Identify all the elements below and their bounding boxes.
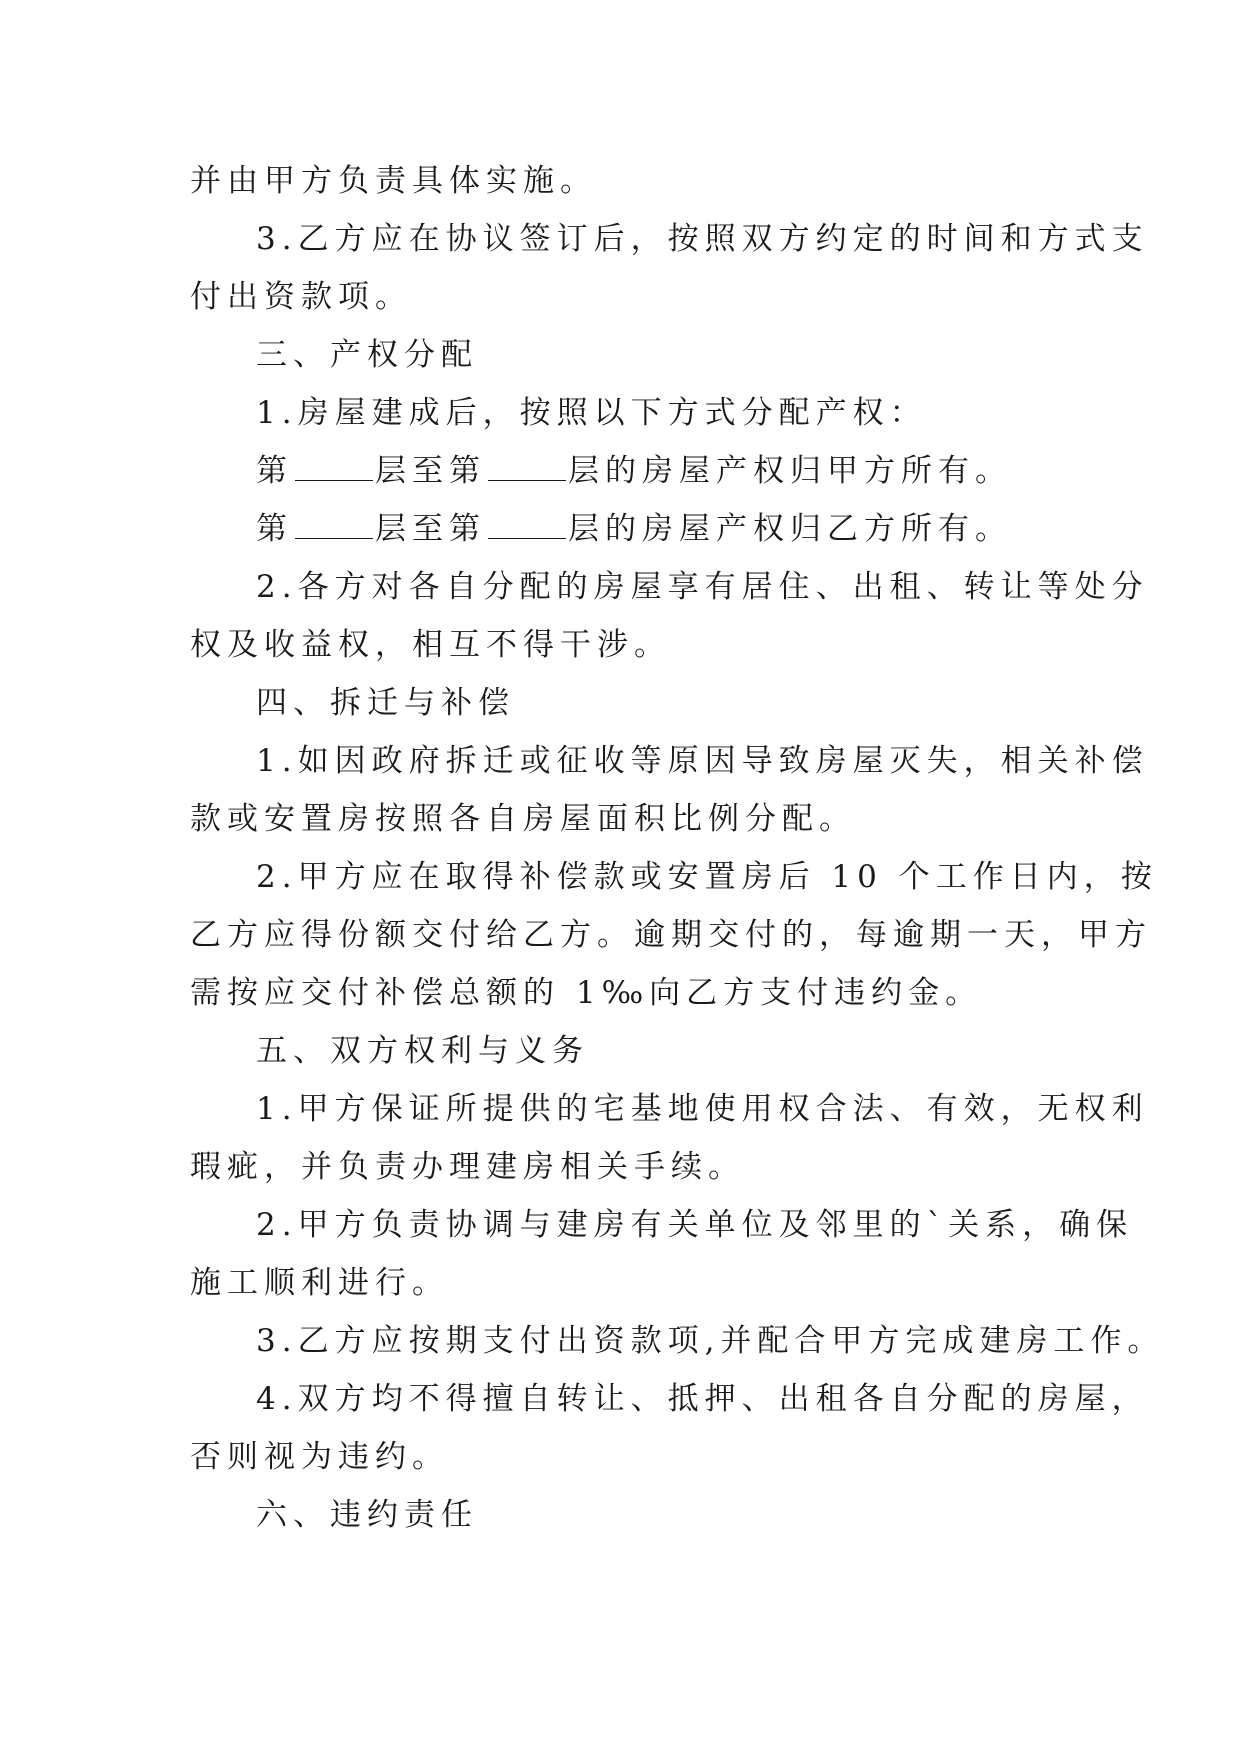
paragraph-line: 款或安置房按照各自房屋面积比例分配。 [190,801,856,837]
paragraph-line: 4.双方均不得擅自转让、抵押、出租各自分配的房屋， [256,1381,1149,1417]
blank-field[interactable] [488,510,566,539]
section-heading: 三、产权分配 [256,337,478,373]
paragraph-line: 1.房屋建成后，按照以下方式分配产权： [256,395,927,431]
fill-text: 层的房屋产权归甲方所有。 [568,453,1012,489]
paragraph-line: 2.各方对各自分配的房屋享有居住、出租、转让等处分 [256,569,1149,605]
paragraph-line: 2.甲方应在取得补偿款或安置房后 10 个工作日内，按 [256,859,1158,895]
paragraph-line: 施工顺利进行。 [190,1265,449,1301]
paragraph-line: 1.甲方保证所提供的宅基地使用权合法、有效，无权利 [256,1091,1149,1127]
section-heading: 六、违约责任 [256,1497,478,1533]
section-heading: 五、双方权利与义务 [256,1033,589,1069]
paragraph-line: 1.如因政府拆迁或征收等原因导致房屋灭失，相关补偿 [256,743,1149,779]
blank-field[interactable] [295,510,373,539]
fill-in-line [190,442,1050,500]
paragraph-line: 3.乙方应在协议签订后，按照双方约定的时间和方式支 [256,221,1149,257]
fill-text: 第 [256,453,293,489]
fill-text: 第 [256,511,293,547]
paragraph-line: 否则视为违约。 [190,1439,449,1475]
blank-field[interactable] [488,452,566,481]
paragraph-line: 2.甲方负责协调与建房有关单位及邻里的`关系，确保 [256,1207,1134,1243]
paragraph-line: 并由甲方负责具体实施。 [190,163,597,199]
paragraph-line: 瑕疵，并负责办理建房相关手续。 [190,1149,745,1185]
paragraph-line: 乙方应得份额交付给乙方。逾期交付的，每逾期一天，甲方 [190,917,1152,953]
fill-text: 层的房屋产权归乙方所有。 [568,511,1012,547]
section-heading: 四、拆迁与补偿 [256,685,515,721]
paragraph-line: 需按应交付补偿总额的 1‰向乙方支付违约金。 [190,975,983,1011]
blank-field[interactable] [295,452,373,481]
fill-text: 层至第 [375,453,486,489]
paragraph-line: 权及收益权，相互不得干涉。 [190,627,671,663]
paragraph-line: 付出资款项。 [190,279,412,315]
fill-in-line [190,500,1050,558]
fill-text: 层至第 [375,511,486,547]
document-page [190,152,1165,1544]
paragraph-line: 3.乙方应按期支付出资款项,并配合甲方完成建房工作。 [256,1323,1165,1359]
